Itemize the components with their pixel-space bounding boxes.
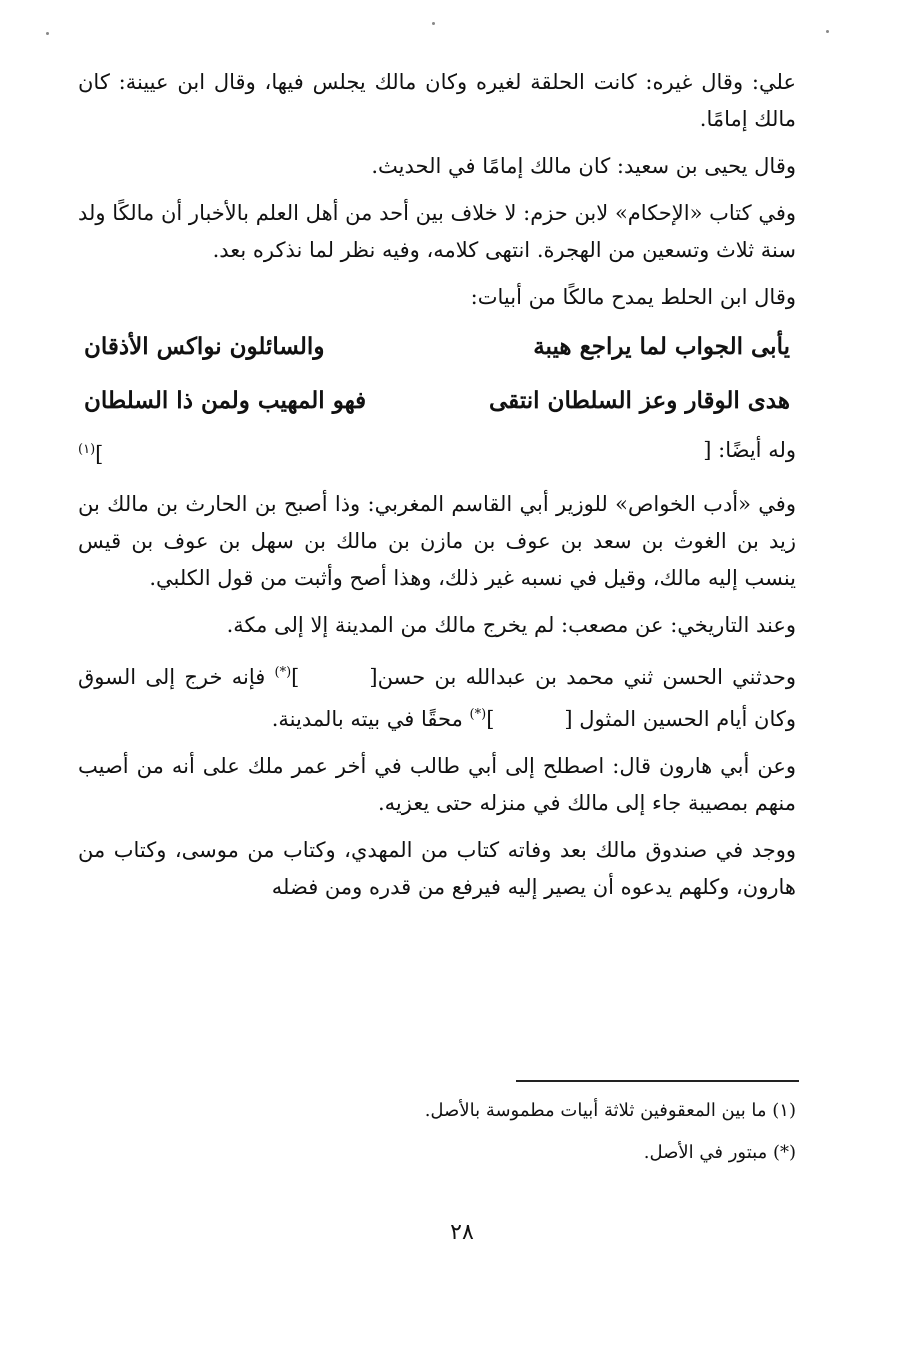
- missing-verses-line: [78, 434, 796, 470]
- paragraph-7-part-e: محقًا في بيته بالمدينة.: [271, 707, 470, 731]
- footnote-marker-star-2: (*): [469, 707, 487, 722]
- page-number: ٢٨: [450, 1220, 474, 1245]
- footnote-2: (*) مبتور في الأصل.: [643, 1142, 796, 1163]
- footnote-marker-star-1: (*): [274, 665, 292, 680]
- poem-line-1: [78, 326, 796, 368]
- poem-line-2-first: هدى الوقار وعز السلطان انتقى: [489, 387, 790, 414]
- footnote-marker-1: (١): [78, 442, 96, 457]
- paragraph-6: وعند التاريخي: عن مصعب: لم يخرج مالك من المدينة إلا إلى مكة.: [226, 613, 796, 637]
- scan-speck: [826, 30, 829, 33]
- paragraph-7-bracket-1: ]: [291, 665, 300, 689]
- paragraph-7-part-c: فإنه خرج إلى السوق وكان أيام الحسين المثول [: [78, 665, 796, 731]
- paragraph-7-bracket-2: ]: [486, 707, 495, 731]
- paragraph-2: وقال يحيى بن سعيد: كان مالك إمامًا في الحديث.: [371, 154, 796, 178]
- missing-verses-intro: وله أيضًا: [: [703, 438, 796, 462]
- paragraph-4: وقال ابن الحلط يمدح مالكًا من أبيات:: [470, 285, 796, 309]
- missing-verses-close: [78, 434, 103, 470]
- paragraph-1: علي: وقال غيره: كانت الحلقة لغيره وكان مالك يجلس فيها، وقال ابن عيينة: كان مالك إمامًا.: [78, 70, 796, 131]
- page-body: [78, 64, 796, 916]
- missing-verses-bracket: ]: [95, 442, 104, 466]
- paragraph-5: وفي «أدب الخواص» للوزير أبي القاسم المغربي: وذا أصبح بن الحارث بن مالك بن زيد بن الغوث بن سعد بن عوف بن مازن بن مالك بن سهل بن عوف بن قيس ينسب إليه مالك، وقيل في نسبه غير ذلك، وهذا أصح وأثبت من قول الكلبي.: [78, 492, 796, 590]
- scan-speck: [432, 22, 435, 25]
- paragraph-3: وفي كتاب «الإحكام» لابن حزم: لا خلاف بين أحد من أهل العلم بالأخبار أن مالكًا ولد سنة ثلاث وتسعين من الهجرة. انتهى كلامه، وفيه نظر لما نذكره بعد.: [78, 201, 796, 262]
- poem-line-1-first: يأبى الجواب لما يراجع هيبة: [533, 333, 790, 360]
- scan-speck: [46, 32, 49, 35]
- poem-line-2-second: فهو المهيب ولمن ذا السلطان: [84, 387, 367, 414]
- paragraph-7: [78, 654, 796, 738]
- paragraph-8: وعن أبي هارون قال: اصطلح إلى أبي طالب في أخر عمر ملك على أنه من أصيب منهم بمصيبة جاء إلى مالك في منزله حتى يعزيه.: [78, 754, 796, 815]
- footnotes: [78, 1095, 796, 1179]
- poem-line-1-second: والسائلون نواكس الأذقان: [84, 333, 325, 360]
- poem-line-2: [78, 380, 796, 422]
- footnote-1: (١) ما بين المعقوفين ثلاثة أبيات مطموسة بالأصل.: [424, 1100, 796, 1121]
- paragraph-9: ووجد في صندوق مالك بعد وفاته كتاب من المهدي، وكتاب من موسى، وكتاب من هارون، وكلهم يدعوه أن يصير إليه فيرفع من قدره ومن فضله: [78, 838, 796, 899]
- paragraph-7-part-a: وحدثني الحسن ثني محمد بن عبدالله بن حسن[: [369, 665, 796, 689]
- footnote-divider: [516, 1080, 799, 1082]
